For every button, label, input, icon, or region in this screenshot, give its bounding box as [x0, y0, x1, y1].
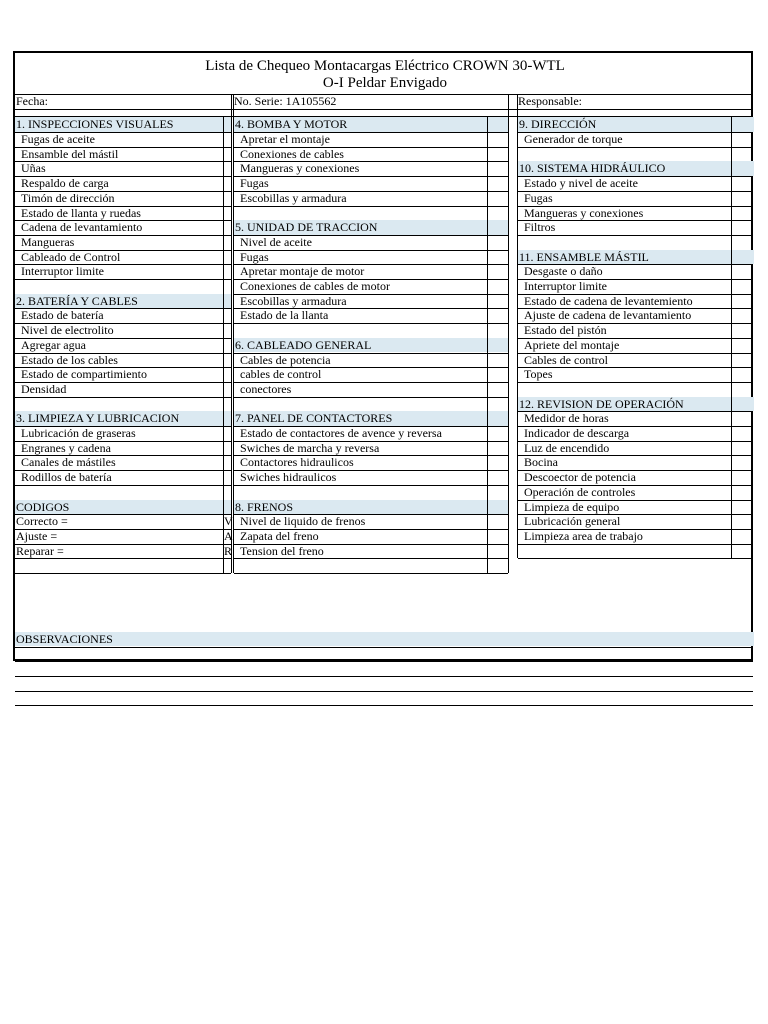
check-box[interactable] — [732, 441, 753, 456]
check-box[interactable] — [488, 455, 508, 470]
check-box[interactable] — [732, 529, 753, 544]
checklist-item-canales-de-mastiles: Canales de mástiles — [21, 455, 116, 470]
check-box[interactable] — [732, 353, 753, 368]
checklist-item-timon-de-direccion: Timón de dirección — [21, 190, 115, 205]
check-box[interactable] — [732, 382, 753, 397]
check-box[interactable] — [488, 426, 508, 441]
checklist-item-unas: Uñas — [21, 161, 46, 176]
check-box[interactable] — [224, 220, 231, 235]
checklist-item-descoector-de-potencia: Descoector de potencia — [524, 470, 636, 485]
section-header-7-panel-de-contactores: 7. PANEL DE CONTACTORES — [234, 411, 509, 426]
check-box[interactable] — [732, 294, 753, 309]
column-divider-left — [517, 94, 518, 558]
checklist-item-estado-y-nivel-de-aceite: Estado y nivel de aceite — [524, 176, 638, 191]
checklist-item-cadena-de-levantamiento: Cadena de levantamiento — [21, 220, 143, 235]
check-box[interactable] — [224, 250, 231, 265]
check-box[interactable] — [224, 279, 231, 294]
checklist-item-generador-de-torque: Generador de torque — [524, 132, 623, 146]
checklist-item-cableado-de-control: Cableado de Control — [21, 249, 121, 264]
checklist-item-rodillos-de-bateria: Rodillos de batería — [21, 470, 112, 485]
check-box[interactable] — [732, 411, 753, 426]
section-header-codigos: CODIGOS — [15, 500, 232, 515]
code-value: V — [224, 514, 233, 529]
checklist-item-escobillas-y-armadura: Escobillas y armadura — [240, 293, 347, 308]
check-box[interactable] — [224, 132, 231, 147]
check-box[interactable] — [732, 367, 753, 382]
check-box[interactable] — [224, 264, 231, 279]
row-line — [518, 558, 753, 559]
checklist-item-mangueras-y-conexiones: Mangueras y conexiones — [240, 161, 360, 176]
page-title: Lista de Chequeo Montacargas Eléctrico CROWN 30-WTL — [205, 58, 565, 74]
row-line — [234, 573, 508, 574]
check-box[interactable] — [732, 220, 753, 235]
section-header-10-sistema-hidraulico: 10. SISTEMA HIDRÁULICO — [518, 161, 754, 176]
checklist-item-operacion-de-controles: Operación de controles — [524, 484, 636, 499]
section-header-5-unidad-de-traccion: 5. UNIDAD DE TRACCION — [234, 220, 509, 235]
checklist-item-cables-de-control: cables de control — [240, 367, 322, 382]
check-column-divider — [731, 117, 732, 558]
section-header-2-bateria-y-cables: 2. BATERÍA Y CABLES — [15, 294, 232, 309]
code-value — [224, 558, 231, 573]
checklist-item-empty — [234, 323, 487, 338]
check-box[interactable] — [224, 485, 231, 500]
checklist-item-estado-de-los-cables: Estado de los cables — [21, 352, 118, 367]
checklist-item-empty — [234, 397, 487, 412]
check-box[interactable] — [732, 191, 753, 206]
checklist-item-empty — [234, 485, 487, 500]
check-box[interactable] — [732, 206, 753, 221]
page-subtitle: O-I Peldar Envigado — [322, 75, 448, 91]
check-box[interactable] — [224, 441, 231, 456]
check-box[interactable] — [488, 397, 508, 412]
check-box[interactable] — [224, 206, 231, 221]
check-box[interactable] — [732, 338, 753, 353]
checklist-item-estado-de-la-llanta: Estado de la llanta — [240, 308, 329, 323]
checklist-item-empty — [518, 382, 731, 397]
checklist-item-desgaste-o-dano: Desgaste o daño — [524, 264, 603, 279]
section-header-6-cableado-general: 6. CABLEADO GENERAL — [234, 338, 509, 353]
checklist-item-nivel-de-aceite: Nivel de aceite — [240, 234, 312, 249]
check-box[interactable] — [488, 441, 508, 456]
observaciones-header: OBSERVACIONES — [15, 632, 754, 647]
checklist-item-empty — [518, 147, 731, 162]
checklist-item-bocina: Bocina — [524, 455, 558, 470]
checklist-item-empty — [15, 485, 223, 500]
info-divider — [15, 109, 753, 110]
checklist-item-cables-de-potencia: Cables de potencia — [240, 352, 331, 367]
check-box[interactable] — [488, 279, 508, 294]
section-header-8-frenos: 8. FRENOS — [234, 500, 509, 515]
checklist-item-apretar-montaje-de-motor: Apretar montaje de motor — [240, 264, 365, 279]
checklist-item-indicador-de-descarga: Indicador de descarga — [524, 426, 630, 440]
observaciones-field[interactable] — [15, 705, 754, 720]
checklist-item-ensamble-del-mastil: Ensamble del mástil — [21, 146, 119, 161]
check-box[interactable] — [732, 235, 753, 250]
check-box[interactable] — [488, 147, 508, 162]
check-box[interactable] — [488, 191, 508, 206]
checklist-item-conectores: conectores — [240, 381, 292, 396]
check-box[interactable] — [488, 294, 508, 309]
check-box[interactable] — [224, 455, 231, 470]
section-header-4-bomba-y-motor: 4. BOMBA Y MOTOR — [234, 117, 509, 132]
checklist-item-nivel-de-electrolito: Nivel de electrolito — [21, 323, 114, 338]
checklist-item-empty — [518, 544, 731, 559]
check-box[interactable] — [488, 382, 508, 397]
code-label: Correcto = — [16, 514, 68, 529]
checklist-item-limpieza-de-equipo: Limpieza de equipo — [524, 499, 620, 514]
check-box[interactable] — [488, 132, 508, 147]
check-box[interactable] — [488, 206, 508, 221]
check-box[interactable] — [732, 470, 753, 485]
column-divider-left — [233, 94, 234, 573]
check-box[interactable] — [224, 308, 231, 323]
checklist-item-fugas: Fugas — [240, 249, 269, 264]
checklist-item-respaldo-de-carga: Respaldo de carga — [21, 176, 109, 191]
responsable-label: Responsable: — [518, 94, 582, 108]
checklist-item-swiches-hidraulicos: Swiches hidraulicos — [240, 470, 337, 485]
checklist-item-interruptor-limite: Interruptor limite — [21, 264, 104, 279]
checklist-item-estado-de-cadena-de-levantemiento: Estado de cadena de levantemiento — [524, 293, 693, 308]
check-box[interactable] — [488, 308, 508, 323]
check-box[interactable] — [224, 323, 231, 338]
code-label: Ajuste = — [16, 528, 58, 543]
code-value: R — [224, 543, 233, 558]
checklist-item-zapata-del-freno: Zapata del freno — [240, 528, 319, 543]
checklist-item-estado-de-contactores-de-avence-y-reversa: Estado de contactores de avence y reversa — [240, 426, 442, 440]
observaciones-field[interactable] — [15, 691, 754, 706]
check-box[interactable] — [732, 308, 753, 323]
code-value: A — [224, 528, 233, 543]
checklist-item-luz-de-encendido: Luz de encendido — [524, 440, 610, 455]
check-box[interactable] — [732, 147, 753, 162]
section-header-9-direccion: 9. DIRECCIÓN — [518, 117, 754, 132]
check-box[interactable] — [488, 544, 508, 559]
checklist-item-conexiones-de-cables: Conexiones de cables — [240, 146, 344, 161]
checklist-item-mangueras-y-conexiones: Mangueras y conexiones — [524, 205, 644, 220]
check-box[interactable] — [224, 176, 231, 191]
check-box[interactable] — [224, 161, 231, 176]
checklist-sheet — [13, 51, 753, 661]
checklist-item-fugas-de-aceite: Fugas de aceite — [21, 132, 95, 146]
checklist-item-estado-del-piston: Estado del pistón — [524, 323, 607, 338]
check-box[interactable] — [732, 132, 753, 147]
column-divider-right — [508, 94, 509, 573]
check-box[interactable] — [488, 558, 508, 573]
check-box[interactable] — [488, 250, 508, 265]
checklist-item-lubricacion-general: Lubricación general — [524, 514, 621, 529]
check-box[interactable] — [732, 514, 753, 529]
check-box[interactable] — [488, 470, 508, 485]
checklist-item-empty — [234, 206, 487, 221]
section-header-1-inspecciones-visuales: 1. INSPECCIONES VISUALES — [15, 117, 232, 132]
checklist-item-cables-de-control: Cables de control — [524, 352, 608, 367]
check-box[interactable] — [488, 176, 508, 191]
checklist-item-fugas: Fugas — [240, 176, 269, 191]
check-box[interactable] — [488, 353, 508, 368]
checklist-item-swiches-de-marcha-y-reversa: Swiches de marcha y reversa — [240, 440, 380, 455]
section-header-11-ensamble-mastil: 11. ENSAMBLE MÁSTIL — [518, 250, 754, 265]
checklist-item-apretar-el-montaje: Apretar el montaje — [240, 132, 330, 146]
checklist-item-medidor-de-horas: Medidor de horas — [524, 411, 609, 426]
check-box[interactable] — [732, 485, 753, 500]
check-box[interactable] — [732, 176, 753, 191]
checklist-item-densidad: Densidad — [21, 381, 67, 396]
checklist-item-empty — [15, 397, 223, 412]
check-box[interactable] — [488, 323, 508, 338]
check-box[interactable] — [224, 426, 231, 441]
check-box[interactable] — [224, 235, 231, 250]
checklist-item-fugas: Fugas — [524, 190, 553, 205]
checklist-item-estado-de-bateria: Estado de batería — [21, 308, 104, 323]
checklist-item-lubricacion-de-graseras: Lubricación de graseras — [21, 426, 136, 440]
check-box[interactable] — [224, 191, 231, 206]
observaciones-field[interactable] — [15, 647, 754, 662]
checklist-item-limpieza-area-de-trabajo: Limpieza area de trabajo — [524, 528, 643, 543]
check-column-divider — [487, 117, 488, 573]
checklist-item-tension-del-freno: Tension del freno — [240, 543, 324, 558]
check-box[interactable] — [224, 147, 231, 162]
checklist-item-ajuste-de-cadena-de-levantamiento: Ajuste de cadena de levantamiento — [524, 308, 692, 323]
observaciones-field[interactable] — [15, 661, 754, 676]
check-box[interactable] — [224, 353, 231, 368]
check-box[interactable] — [224, 367, 231, 382]
check-box[interactable] — [488, 367, 508, 382]
check-box[interactable] — [732, 264, 753, 279]
check-box[interactable] — [488, 514, 508, 529]
check-box[interactable] — [488, 529, 508, 544]
checklist-item-mangueras: Mangueras — [21, 234, 75, 249]
check-column-divider — [223, 117, 224, 573]
check-box[interactable] — [488, 485, 508, 500]
check-box[interactable] — [732, 426, 753, 441]
check-box[interactable] — [224, 397, 231, 412]
check-box[interactable] — [488, 161, 508, 176]
checklist-item-contactores-hidraulicos: Contactores hidraulicos — [240, 455, 354, 470]
observaciones-field[interactable] — [15, 676, 754, 691]
section-header-12-revision-de-operacion: 12. REVISION DE OPERACIÓN — [518, 397, 754, 412]
column-divider-right — [231, 94, 232, 573]
checklist-item-empty — [518, 235, 731, 250]
check-box[interactable] — [732, 500, 753, 515]
code-label — [15, 558, 224, 573]
check-box[interactable] — [224, 338, 231, 353]
section-header-3-limpieza-y-lubricacion: 3. LIMPIEZA Y LUBRICACION — [15, 411, 232, 426]
fecha-label: Fecha: — [16, 94, 48, 108]
checklist-item-agregar-agua: Agregar agua — [21, 337, 86, 352]
check-box[interactable] — [488, 235, 508, 250]
check-box[interactable] — [488, 264, 508, 279]
checklist-item-nivel-de-liquido-de-frenos: Nivel de liquido de frenos — [240, 514, 366, 529]
code-label: Reparar = — [16, 543, 64, 558]
checklist-item-empty — [15, 279, 223, 294]
check-box[interactable] — [224, 382, 231, 397]
checklist-item-empty — [234, 558, 487, 573]
checklist-item-engranes-y-cadena: Engranes y cadena — [21, 440, 111, 455]
check-box[interactable] — [224, 470, 231, 485]
check-box[interactable] — [732, 544, 753, 559]
checklist-item-apriete-del-montaje: Apriete del montaje — [524, 337, 620, 352]
checklist-item-interruptor-limite: Interruptor limite — [524, 279, 607, 293]
check-box[interactable] — [732, 323, 753, 338]
serial-number: No. Serie: 1A105562 — [234, 94, 337, 108]
row-line — [15, 573, 231, 574]
checklist-item-topes: Topes — [524, 367, 553, 382]
checklist-item-filtros: Filtros — [524, 220, 556, 235]
checklist-item-conexiones-de-cables-de-motor: Conexiones de cables de motor — [240, 279, 390, 293]
checklist-item-escobillas-y-armadura: Escobillas y armadura — [240, 190, 347, 205]
checklist-item-estado-de-compartimiento: Estado de compartimiento — [21, 367, 147, 382]
check-box[interactable] — [732, 455, 753, 470]
checklist-item-estado-de-llanta-y-ruedas: Estado de llanta y ruedas — [21, 205, 141, 220]
check-box[interactable] — [732, 279, 753, 294]
